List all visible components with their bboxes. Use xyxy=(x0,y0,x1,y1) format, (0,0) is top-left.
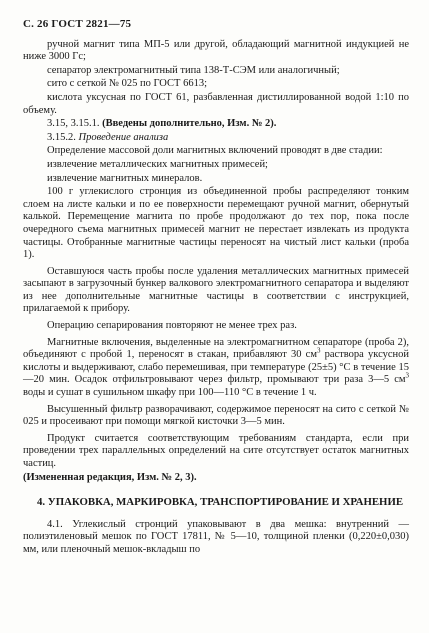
section-title: 4. УПАКОВКА, МАРКИРОВКА, ТРАНСПОРТИРОВАНИЕ И ХРАНЕНИЕ xyxy=(37,496,404,509)
paragraph-text: воды и сушат в сушильном шкафу при 100—110 °С в течение 1 ч. xyxy=(23,387,317,399)
paragraph: Высушенный фильтр разворачивают, содержимое переносят на сито с сеткой № 025 и просеивают при помощи мягкой кисточки 3—5 мин. xyxy=(23,403,409,428)
paragraph: Операцию сепарирования повторяют не менее трех раз. xyxy=(47,320,297,332)
paragraph: извлечение металлических магнитных примесей; xyxy=(47,158,268,170)
paragraph: ручной магнит типа МП-5 или другой, обладающий магнитной индукцией не ниже 3000 Гс; xyxy=(23,38,409,63)
superscript: 3 xyxy=(316,346,321,355)
amendment-note: (Измененная редакция, Изм. № 2, 3). xyxy=(23,471,197,483)
paragraph xyxy=(23,118,409,131)
clause-title: Проведение анализа xyxy=(78,131,169,143)
paragraph xyxy=(23,132,409,145)
amendment-note: (Введены дополнительно, Изм. № 2). xyxy=(102,118,277,130)
clause-number: 3.15, 3.15.1. xyxy=(47,118,103,130)
paragraph-text: раствора уксусной кислоты и выдерживают, слабо перемешивая, при температуре (25±5) °С в течение 15—20 мин. Осадок отфильтровывают через фильтр, промывают три раза 3—5 см xyxy=(23,349,409,386)
paragraph: кислота уксусная по ГОСТ 61, разбавленная дистиллированной водой 1:10 по объему. xyxy=(23,91,409,116)
paragraph: 100 г углекислого стронция из объединенной пробы распределяют тонким слоем на листе кальки и по ее поверхности перемещают ручной магнит, обернутый калькой. Перемещение магнита по пробе продолжают до тех пор, пока после очередного съема магнитных примесей магнит не перестает извлекать из продукта частицы. Отобранные магнитные частицы переносят на чистый лист кальки (проба 1). xyxy=(23,186,409,261)
clause-number: 3.15.2. xyxy=(47,131,79,143)
paragraph: Продукт считается соответствующим требованиям стандарта, если при проведении трех параллельных определений на сите отсутствует остаток магнитных частиц. xyxy=(23,432,409,469)
paragraph: извлечение магнитных минералов. xyxy=(47,172,203,184)
paragraph: сито с сеткой № 025 по ГОСТ 6613; xyxy=(47,78,207,90)
superscript: 3 xyxy=(405,371,409,380)
paragraph: Оставшуюся часть пробы после удаления металлических магнитных примесей засыпают в загрузочный бункер валкового электромагнитного сепаратора и выделяют из нее дополнительные магнитные частицы в соответствии с инструкцией, прилагаемой к прибору. xyxy=(23,265,409,315)
paragraph: Определение массовой доли магнитных включений проводят в две стадии: xyxy=(47,145,383,157)
paragraph-text: Магнитные включения, выделенные на электромагнитном сепараторе (проба 2), объединяют с пробой 1, переносят в стакан, прибавляют 30 см xyxy=(23,336,409,361)
paragraph: сепаратор электромагнитный типа 138-Т-СЭМ или аналогичный; xyxy=(47,64,340,76)
page-header: С. 26 ГОСТ 2821—75 xyxy=(23,18,132,30)
paragraph: 4.1. Углекислый стронций упаковывают в два мешка: внутренний — полиэтиленовый мешок по ГОСТ 17811, № 5—10, толщиной пленки (0,220±0,030) мм, или пленочный мешок-вкладыш по xyxy=(23,518,409,555)
paragraph xyxy=(23,337,409,400)
